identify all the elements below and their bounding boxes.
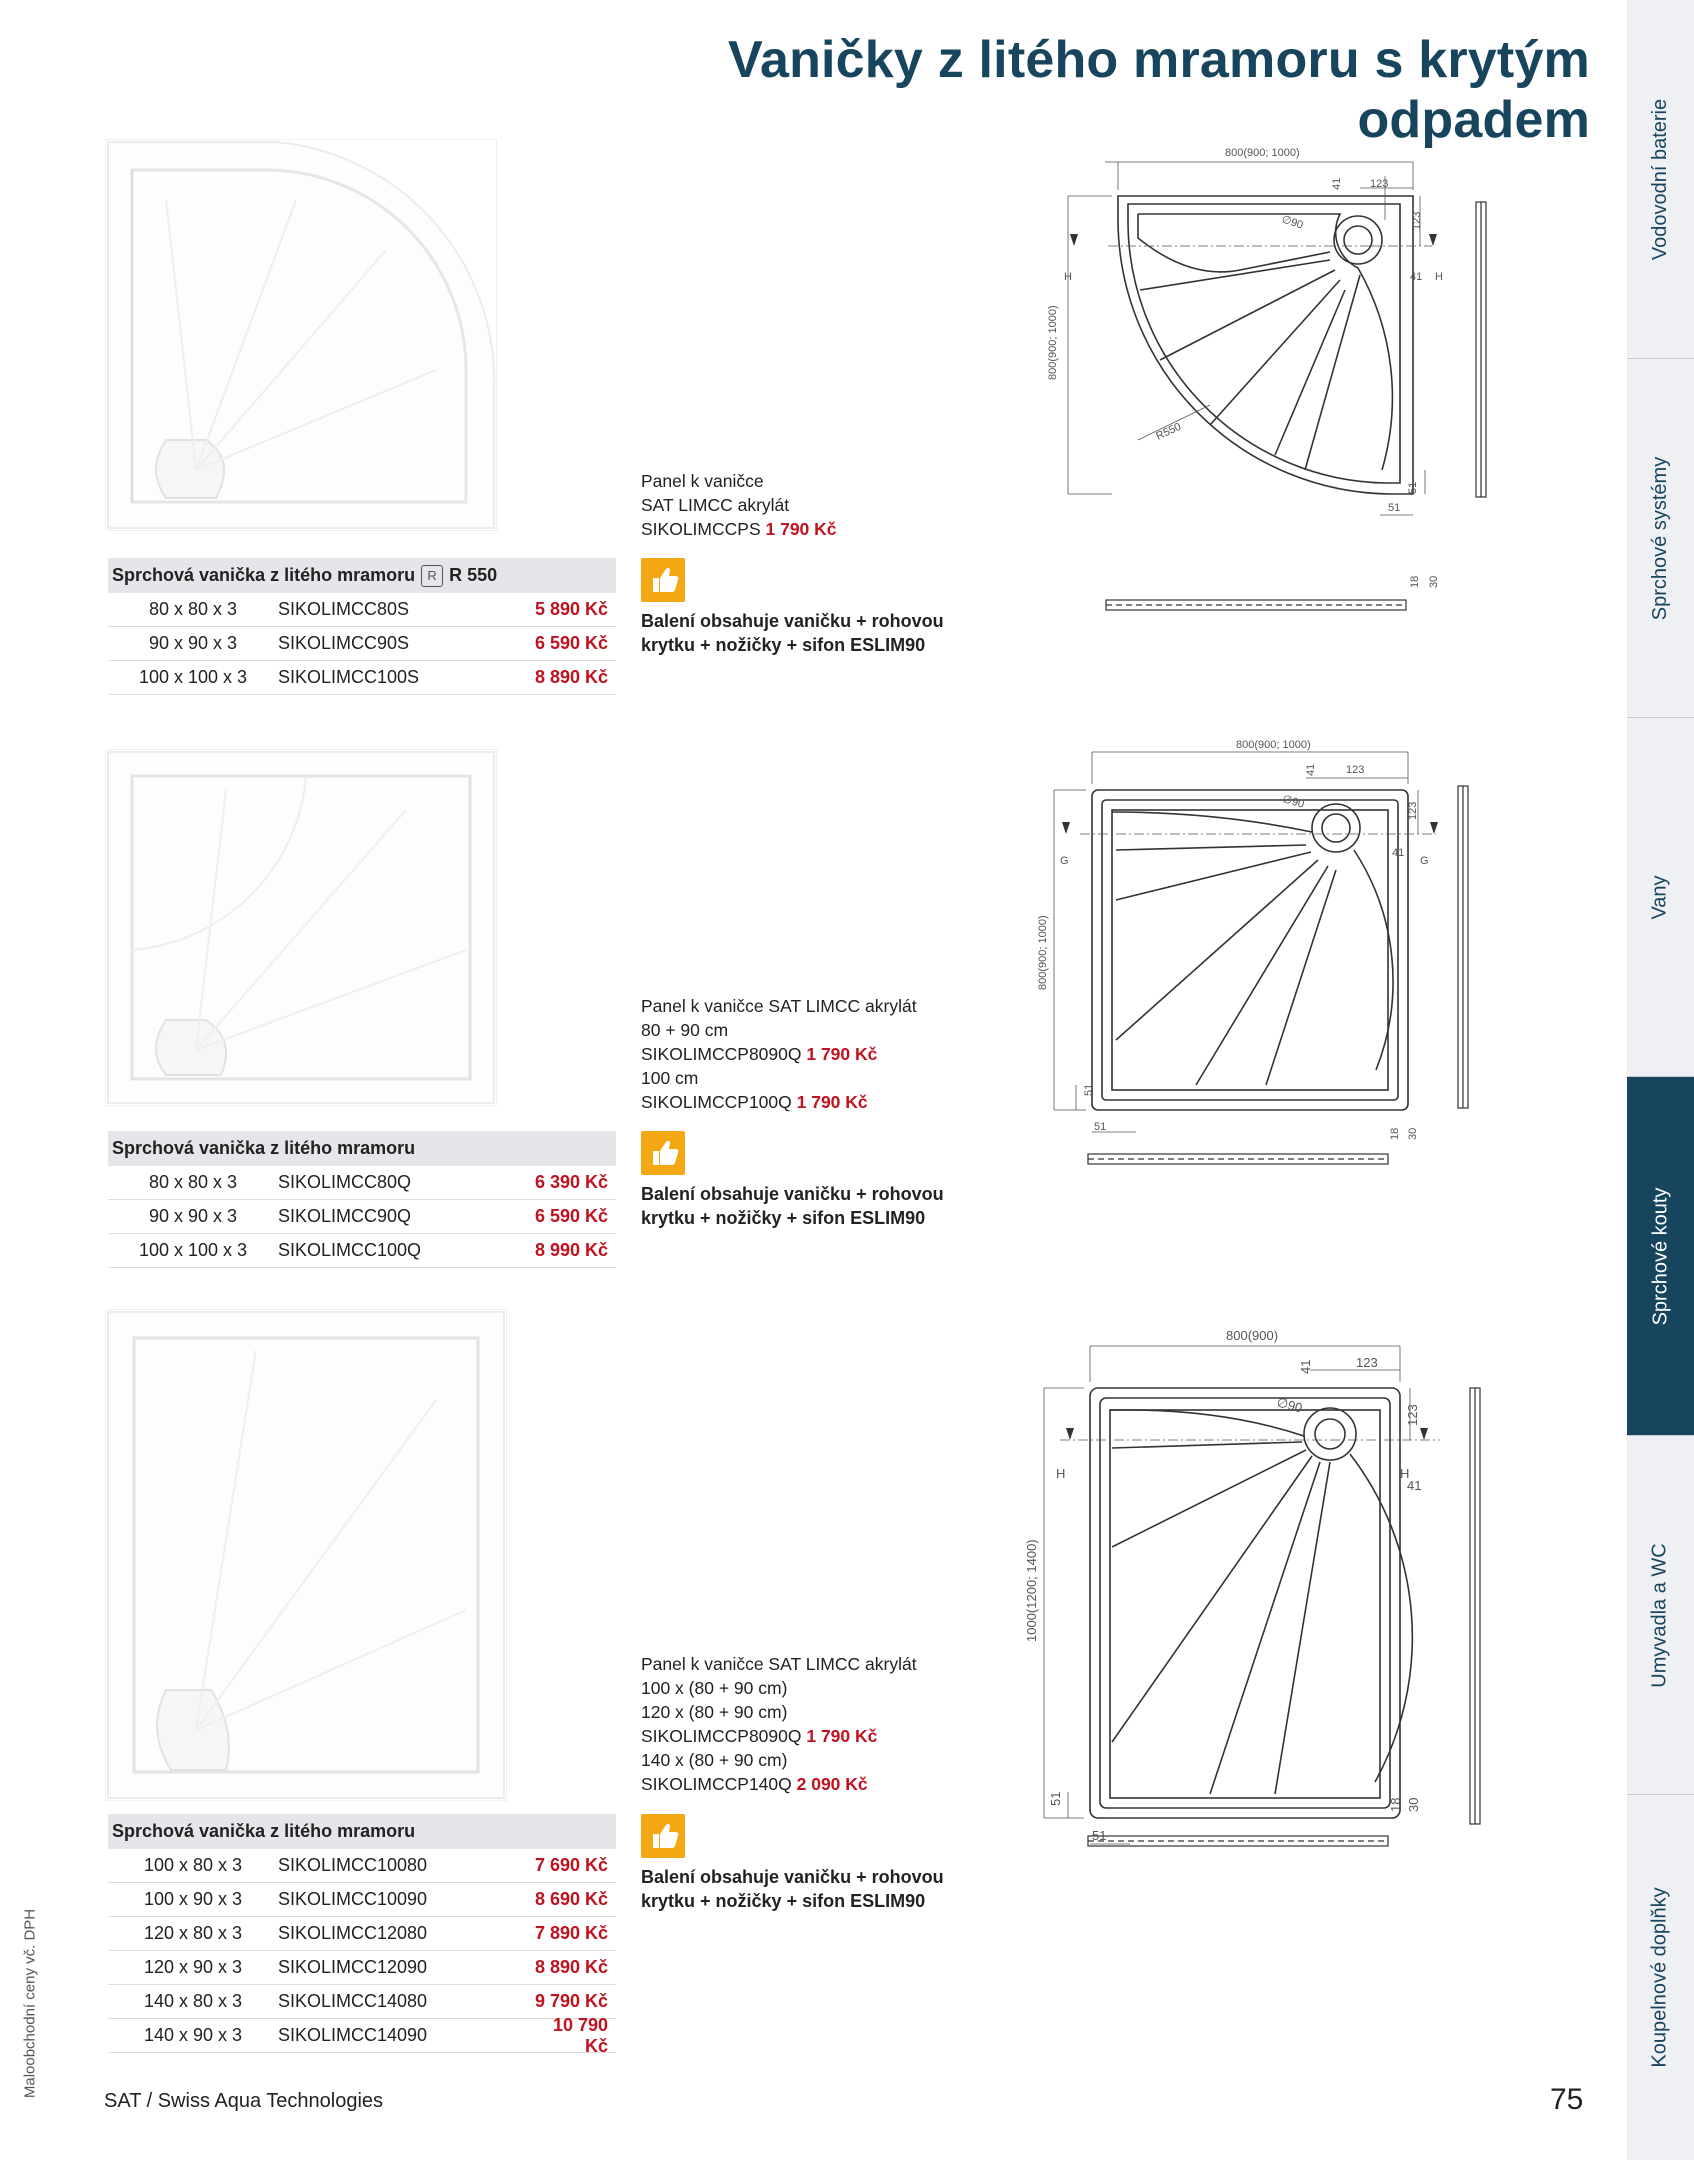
tab-sprchove-kouty[interactable] <box>1627 1077 1694 1436</box>
thumbs-up-icon <box>641 558 685 602</box>
drawing-dim-18: 18 <box>1388 1797 1403 1812</box>
panel-line-text: SIKOLIMCCPS <box>641 519 761 539</box>
code-cell: SIKOLIMCC12090 <box>278 1957 428 1977</box>
price-cell: 9 790 Kč <box>534 1991 608 2011</box>
drawing-dim-30: 30 <box>1407 1127 1419 1140</box>
panel-line <box>641 493 1021 517</box>
code-cell: SIKOLIMCC80Q <box>278 1172 412 1192</box>
panel-line-text: 120 x (80 + 90 cm) <box>641 1702 788 1722</box>
drawing-dim-41: 41 <box>1298 1359 1313 1374</box>
table-row <box>108 1200 616 1234</box>
price-table-rectangular <box>108 1814 616 2056</box>
table-row <box>108 1883 616 1917</box>
drawing-dim-51: 51 <box>1083 1083 1095 1096</box>
drawing-width-label: 800(900) <box>1226 1328 1279 1343</box>
tab-label: Vodovodní baterie <box>1649 98 1671 260</box>
technical-drawing-square <box>1036 740 1496 1180</box>
code-cell: SIKOLIMCC100Q <box>278 1240 422 1260</box>
tab-umyvadla-a-wc[interactable] <box>1627 1436 1694 1795</box>
quarter-round-tray-photo <box>106 140 496 530</box>
price-cell: 8 990 Kč <box>534 1240 608 1260</box>
technical-drawing-rectangular <box>1020 1322 1500 1862</box>
package-note: Balení obsahuje vaničku + rohovou krytku + nožičky + sifon ESLIM90 <box>641 1184 944 1228</box>
vertical-price-note-text: Maloobchodní ceny vč. DPH <box>21 1908 39 2099</box>
table-row <box>108 1166 616 1200</box>
technical-drawing-quarter-round <box>1040 140 1500 630</box>
price-cell: 8 690 Kč <box>534 1889 608 1909</box>
panel-line <box>641 994 1021 1018</box>
panel-line <box>641 1090 1021 1114</box>
panel-line-text: 100 x (80 + 90 cm) <box>641 1678 788 1698</box>
package-note: Balení obsahuje vaničku + rohovou krytku + nožičky + sifon ESLIM90 <box>641 1867 944 1911</box>
tab-vodovodni-baterie[interactable] <box>1627 0 1694 359</box>
panel-line <box>641 1066 1021 1090</box>
table-row <box>108 1951 616 1985</box>
drawing-hole-label: ∅90 <box>1280 213 1305 232</box>
code-cell: SIKOLIMCC90S <box>278 633 410 653</box>
page-number: 75 <box>1550 2083 1584 2116</box>
price-cell: 7 690 Kč <box>534 1855 608 1875</box>
drawing-dim-30: 30 <box>1406 1797 1421 1812</box>
code-cell: SIKOLIMCC90Q <box>278 1206 412 1226</box>
tab-label: Sprchové kouty <box>1649 1187 1672 1325</box>
panel-info-square <box>641 994 1021 1114</box>
page-title: Vaničky z litého mramoru s krytým odpadem <box>727 31 1590 149</box>
drawing-section-label: G <box>1060 855 1069 867</box>
tab-label: Sprchové systémy <box>1649 456 1672 620</box>
tab-label: Koupelnové doplňky <box>1649 1887 1672 2068</box>
price-table-quarter-round <box>108 558 616 695</box>
drawing-height-label: 800(900; 1000) <box>1037 915 1049 990</box>
table-row <box>108 1234 616 1268</box>
drawing-width-label: 800(900; 1000) <box>1236 740 1311 751</box>
code-cell: SIKOLIMCC100S <box>278 667 420 687</box>
tab-vany[interactable] <box>1627 718 1694 1077</box>
panel-price: 1 790 Kč <box>806 1044 878 1064</box>
table-row <box>108 627 616 661</box>
panel-line <box>641 1018 1021 1042</box>
code-cell: SIKOLIMCC10080 <box>278 1855 428 1875</box>
drawing-section-label: H <box>1056 1466 1066 1481</box>
panel-line-text: 80 + 90 cm <box>641 1020 729 1040</box>
drawing-dim-30: 30 <box>1428 575 1440 588</box>
size-cell: 100 x 100 x 3 <box>138 667 248 687</box>
panel-line-text: SIKOLIMCCP8090Q <box>641 1044 802 1064</box>
code-cell: SIKOLIMCC12080 <box>278 1923 428 1943</box>
size-cell: 90 x 90 x 3 <box>148 1206 238 1226</box>
price-table-square <box>108 1131 616 1268</box>
drawing-dim-51: 51 <box>1048 1791 1063 1806</box>
panel-line <box>641 1652 1021 1676</box>
drawing-dim-51: 51 <box>1094 1121 1107 1133</box>
table-header <box>108 1131 616 1166</box>
size-cell: 120 x 80 x 3 <box>143 1923 243 1943</box>
price-cell: 7 890 Kč <box>534 1923 608 1943</box>
panel-price: 2 090 Kč <box>796 1774 868 1794</box>
tab-label: Umyvadla a WC <box>1649 1542 1672 1688</box>
panel-line-text: SIKOLIMCCP100Q <box>641 1092 792 1112</box>
drawing-radius-label: R550 <box>1154 420 1184 443</box>
drawing-section-label: H <box>1435 271 1443 283</box>
price-cell: 6 590 Kč <box>534 633 608 653</box>
table-row <box>108 2014 616 2056</box>
drawing-dim-41: 41 <box>1392 847 1405 859</box>
rectangular-tray-photo <box>106 1310 506 1800</box>
category-sidebar <box>1627 0 1694 2160</box>
thumbs-up-icon <box>641 1814 685 1858</box>
size-cell: 100 x 100 x 3 <box>138 1240 248 1260</box>
drawing-section-label: G <box>1420 855 1429 867</box>
drawing-dim-123: 123 <box>1370 178 1389 190</box>
panel-line-text: SAT LIMCC akrylát <box>641 495 790 515</box>
size-cell: 140 x 90 x 3 <box>143 2025 243 2045</box>
vertical-price-note <box>10 1890 50 2120</box>
code-cell: SIKOLIMCC80S <box>278 599 410 619</box>
drawing-width-label: 800(900; 1000) <box>1225 147 1300 159</box>
size-cell: 80 x 80 x 3 <box>148 1172 238 1192</box>
panel-line <box>641 1700 1021 1724</box>
panel-line <box>641 517 1021 541</box>
price-cell: 6 590 Kč <box>534 1206 608 1226</box>
panel-info-quarter-round <box>641 469 1021 541</box>
panel-line-text: Panel k vaničce <box>641 471 764 491</box>
drawing-dim-41: 41 <box>1305 763 1317 776</box>
panel-line <box>641 469 1021 493</box>
drawing-dim-51: 51 <box>1388 502 1401 514</box>
size-cell: 100 x 80 x 3 <box>143 1855 243 1875</box>
price-cell: 8 890 Kč <box>534 1957 608 1977</box>
panel-line <box>641 1724 1021 1748</box>
panel-info-rectangular <box>641 1652 1021 1796</box>
code-cell: SIKOLIMCC14090 <box>278 2025 428 2045</box>
panel-line-text: SIKOLIMCCP140Q <box>641 1774 792 1794</box>
code-cell: SIKOLIMCC10090 <box>278 1889 428 1909</box>
price-cell: 6 390 Kč <box>534 1172 608 1192</box>
drawing-dim-41: 41 <box>1407 1478 1422 1493</box>
code-cell: SIKOLIMCC14080 <box>278 1991 428 2011</box>
table-header-label: Sprchová vanička z litého mramoru <box>112 1821 416 1841</box>
panel-line <box>641 1748 1021 1772</box>
price-cell: 10 790 Kč <box>552 2014 608 2056</box>
panel-line-text: Panel k vaničce SAT LIMCC akrylát <box>641 1654 917 1674</box>
footer-brand: SAT / Swiss Aqua Technologies <box>104 2090 384 2112</box>
size-cell: 100 x 90 x 3 <box>143 1889 243 1909</box>
drawing-height-label: 800(900; 1000) <box>1047 305 1059 380</box>
drawing-hole-label: ∅90 <box>1281 793 1306 811</box>
drawing-dim-123: 123 <box>1411 211 1423 230</box>
drawing-section-label: H <box>1400 1466 1410 1481</box>
panel-line-text: 100 cm <box>641 1068 699 1088</box>
tab-sprchove-systemy[interactable] <box>1627 359 1694 718</box>
panel-price: 1 790 Kč <box>765 519 837 539</box>
size-cell: 80 x 80 x 3 <box>148 599 238 619</box>
drawing-dim-123: 123 <box>1356 1355 1378 1370</box>
radius-label: R 550 <box>449 565 498 585</box>
drawing-dim-18: 18 <box>1409 575 1421 588</box>
panel-line-text: Panel k vaničce SAT LIMCC akrylát <box>641 996 917 1016</box>
table-header <box>108 1814 616 1849</box>
table-row <box>108 661 616 695</box>
panel-line <box>641 1676 1021 1700</box>
price-cell: 5 890 Kč <box>534 599 608 619</box>
tab-koupelnove-doplnky[interactable] <box>1627 1795 1694 2160</box>
price-cell: 8 890 Kč <box>534 667 608 687</box>
drawing-dim-123: 123 <box>1346 764 1365 776</box>
size-cell: 140 x 80 x 3 <box>143 1991 243 2011</box>
panel-line-text: 140 x (80 + 90 cm) <box>641 1750 788 1770</box>
table-row <box>108 593 616 627</box>
package-note: Balení obsahuje vaničku + rohovou krytku + nožičky + sifon ESLIM90 <box>641 611 944 655</box>
drawing-hole-label: ∅90 <box>1275 1394 1305 1416</box>
table-header <box>108 558 616 593</box>
drawing-dim-123: 123 <box>1405 1404 1420 1426</box>
radius-icon: R <box>421 565 443 587</box>
panel-line <box>641 1772 1021 1796</box>
drawing-height-label: 1000(1200; 1400) <box>1024 1539 1039 1642</box>
tab-label: Vany <box>1648 874 1671 920</box>
square-tray-photo <box>106 750 496 1105</box>
table-header-label: Sprchová vanička z litého mramoru <box>112 1138 416 1158</box>
drawing-dim-51: 51 <box>1407 481 1419 494</box>
table-row <box>108 1917 616 1951</box>
panel-price: 1 790 Kč <box>796 1092 868 1112</box>
thumbs-up-icon <box>641 1131 685 1175</box>
panel-line <box>641 1042 1021 1066</box>
drawing-dim-123: 123 <box>1407 801 1419 820</box>
drawing-dim-41: 41 <box>1410 271 1423 283</box>
panel-line-text: SIKOLIMCCP8090Q <box>641 1726 802 1746</box>
table-row <box>108 1849 616 1883</box>
table-header-label: Sprchová vanička z litého mramoru <box>112 565 416 585</box>
drawing-dim-41: 41 <box>1331 177 1343 190</box>
drawing-dim-51: 51 <box>1092 1828 1107 1843</box>
size-cell: 120 x 90 x 3 <box>143 1957 243 1977</box>
drawing-dim-18: 18 <box>1389 1127 1401 1140</box>
panel-price: 1 790 Kč <box>806 1726 878 1746</box>
size-cell: 90 x 90 x 3 <box>148 633 238 653</box>
drawing-section-label: H <box>1064 271 1072 283</box>
